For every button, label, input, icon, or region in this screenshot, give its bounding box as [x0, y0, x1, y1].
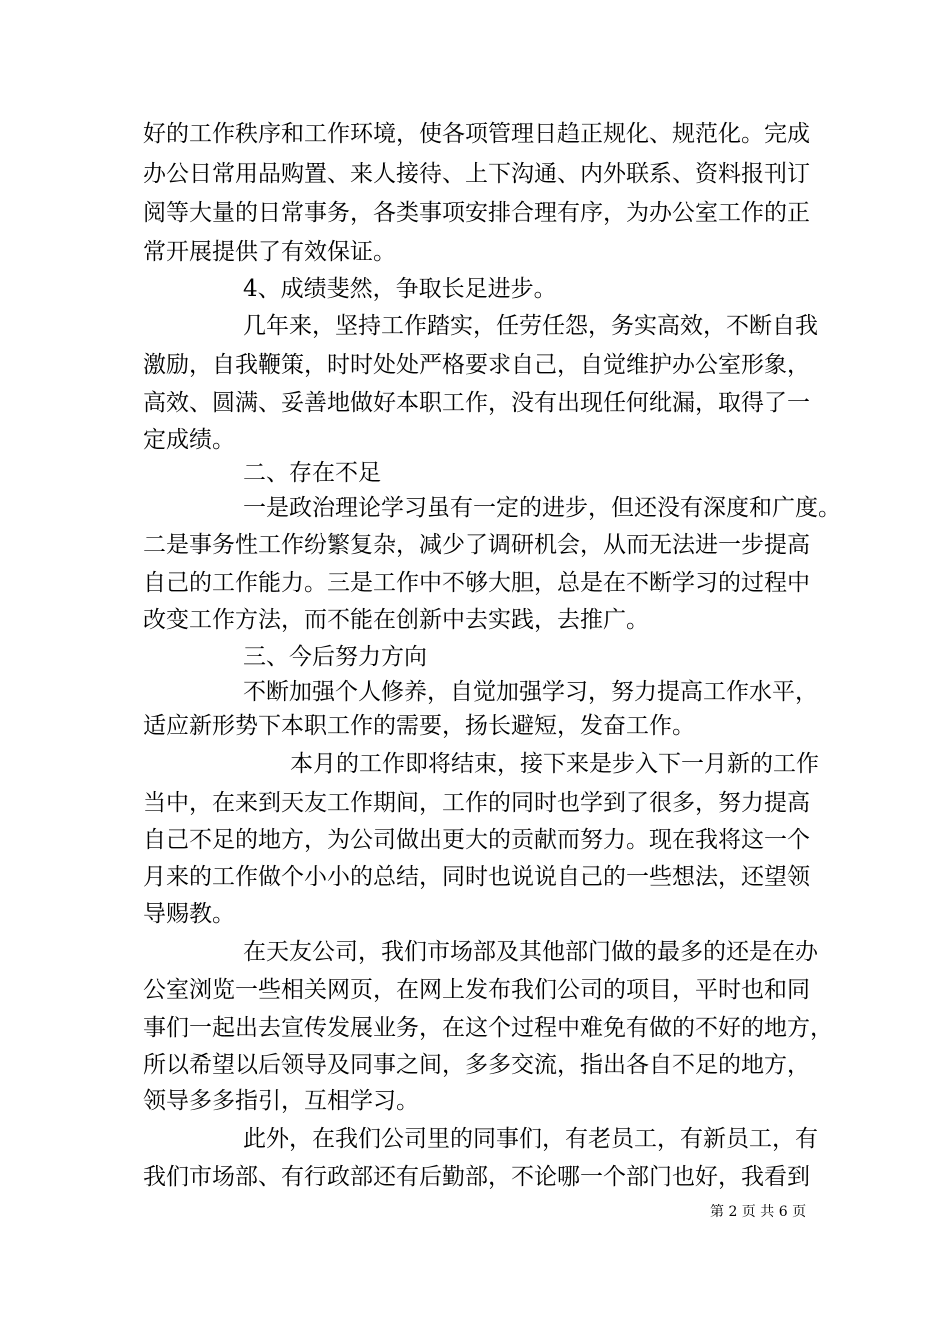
text-line: 好的工作秩序和工作环境，使各项管理日趋正规化、规范化。完成 — [143, 121, 810, 147]
section-heading: 三、今后努力方向 — [243, 644, 427, 670]
text-line: 我们市场部、有行政部还有后勤部，不论哪一个部门也好，我看到 — [143, 1164, 810, 1190]
text-line: 二是事务性工作纷繁复杂，减少了调研机会，从而无法进一步提高 — [143, 532, 810, 558]
text-line: 一是政治理论学习虽有一定的进步，但还没有深度和广度。 — [243, 495, 841, 521]
text-line: 当中，在来到天友工作期间，工作的同时也学到了很多，努力提高 — [143, 790, 810, 816]
text-line: 不断加强个人修养，自觉加强学习，努力提高工作水平， — [243, 679, 818, 705]
section-heading: 二、存在不足 — [243, 460, 381, 486]
text-line: 公室浏览一些相关网页，在网上发布我们公司的项目，平时也和同 — [143, 977, 810, 1003]
text-line: 激励，自我鞭策，时时处处严格要求自己，自觉维护办公室形象， — [143, 352, 810, 378]
text-line: 导赐教。 — [143, 901, 235, 927]
text-line: 几年来，坚持工作踏实，任劳任怨，务实高效，不断自我 — [243, 313, 818, 339]
text-line: 适应新形势下本职工作的需要，扬长避短，发奋工作。 — [143, 713, 695, 739]
text-line: 办公日常用品购置、来人接待、上下沟通、内外联系、资料报刊订 — [143, 161, 810, 187]
text-line: 事们一起出去宣传发展业务，在这个过程中难免有做的不好的地方， — [143, 1015, 833, 1041]
text-line: 在天友公司，我们市场部及其他部门做的最多的还是在办 — [243, 939, 818, 965]
text-line: 此外，在我们公司里的同事们，有老员工，有新员工，有 — [243, 1126, 818, 1152]
text-line: 本月的工作即将结束，接下来是步入下一月新的工作 — [290, 751, 819, 777]
page-number-footer: 第 2 页 共 6 页 — [710, 1204, 807, 1220]
text-line: 高效、圆满、妥善地做好本职工作，没有出现任何纰漏，取得了一 — [143, 390, 810, 416]
text-line: 月来的工作做个小小的总结，同时也说说自己的一些想法，还望领 — [143, 864, 810, 890]
text-line: 领导多多指引，互相学习。 — [143, 1088, 419, 1114]
text-line: 所以希望以后领导及同事之间，多多交流，指出各自不足的地方， — [143, 1052, 810, 1078]
text-line: 改变工作方法，而不能在创新中去实践，去推广。 — [143, 607, 649, 633]
text-line: 自己不足的地方，为公司做出更大的贡献而努力。现在我将这一个 — [143, 827, 810, 853]
text-line: 常开展提供了有效保证。 — [143, 239, 396, 265]
text-line: 自己的工作能力。三是工作中不够大胆，总是在不断学习的过程中 — [143, 570, 810, 596]
section-heading: 4、成绩斐然，争取长足进步。 — [243, 276, 557, 302]
text-line: 定成绩。 — [143, 427, 235, 453]
text-line: 阅等大量的日常事务，各类事项安排合理有序，为办公室工作的正 — [143, 200, 810, 226]
